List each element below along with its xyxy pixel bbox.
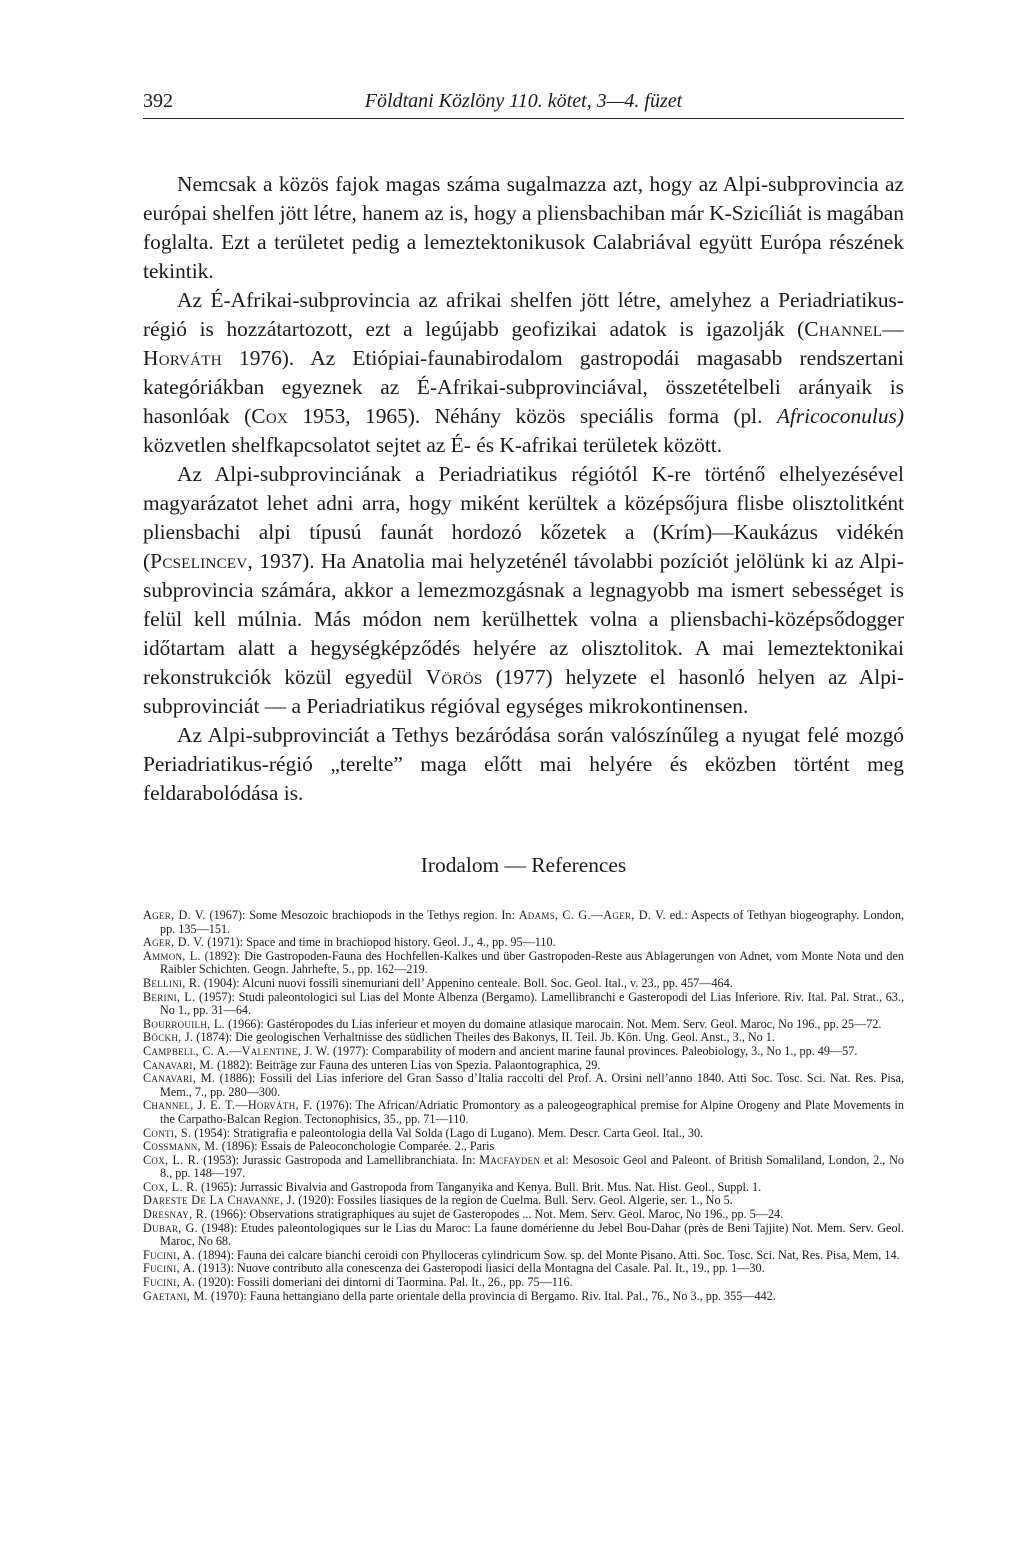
text-span: közvetlen shelfkapcsolatot sejtet az É- és K-afrikai területek között. (143, 433, 723, 457)
reference-entry (143, 1031, 904, 1045)
reference-entry (143, 1072, 904, 1099)
text-span: , 1937). Ha Anatolia mai helyzeténél távolabbi pozíciót jelölünk ki az Alpi-subprovincia számára, akkor a lemezmozgásnak a legnagyobb ma ismert sebességet is felül kell múlnia. Más módon nem kerülhettek volna a pliensbachi-középsődogger időtartam alatt a hegységképződés helyére az olisztolitok. A mai lemeztektonikai rekonstrukciók közül egyedül (143, 549, 904, 689)
reference-author: Dubar, G. (143, 1220, 198, 1235)
reference-author: Fucini, A. (143, 1275, 196, 1290)
text-span: 1976). Az Etiópiai-faunabirodalom gastropodái magasabb rendszertani kategóriákban egyeznek az É-Afrikai-subprovinciával, összetételbeli arányaik is hasonlóak ( (143, 346, 904, 428)
reference-entry (143, 1059, 904, 1073)
reference-text: (1892): Die Gastropoden-Fauna des Hochfellen-Kalkes und über Gastropoden-Reste aus Ablagerungen von Adnet, vom Monte Nota und den Raibler Schichten. Geogn. Jahrhefte, 5., pp. 162—219. (160, 948, 905, 977)
document-page (143, 88, 904, 1303)
reference-text: (1965): Jurrassic Bivalvia and Gastropoda from Tanganyika and Kenya. Bull. Brit. Mus. Nat. Hist. Geol., Suppl. 1. (197, 1179, 762, 1194)
reference-entry (143, 1249, 904, 1263)
reference-entry (143, 1018, 904, 1032)
citation: Pcselincev (150, 549, 248, 573)
reference-entry (143, 1222, 904, 1249)
reference-entry (143, 1208, 904, 1222)
reference-text: et al: Mesosoic Geol and Paleont. of British Somaliland, London, 2., No 8., pp. 148—197. (160, 1152, 905, 1181)
paragraph (143, 286, 904, 460)
text-span: 1953, 1965). Néhány közös speciális forma (pl. (288, 404, 777, 428)
body-text (143, 170, 904, 808)
reference-editors: Adams, C. G.—Ager, D. V. (518, 908, 666, 922)
reference-text: (1976): The African/Adriatic Promontory as a paleogeographical premise for Alpine Orogeny and Plate Movements in the Carpatho-Balcan Region. Tectonophisics, 35., pp. 71—110. (160, 1098, 904, 1126)
reference-text: (1920): Fossiles liasiques de la region de Cuelma. Bull. Serv. Geol. Algerie, ser. 1., No 5. (295, 1193, 733, 1208)
citation: Channel—Horváth (143, 317, 904, 370)
reference-entry (143, 1262, 904, 1276)
reference-entry (143, 1181, 904, 1195)
reference-entry (143, 1140, 904, 1154)
paragraph (143, 460, 904, 721)
reference-text: (1966): Gastéropodes du Lias inferieur et moyen du domaine atlasique marocain. Not. Mem. Serv. Geol. Maroc, No 196., pp. 25—72. (224, 1016, 882, 1031)
reference-author: Fucini, A. (143, 1247, 196, 1262)
reference-text: (1874): Die geologischen Verhaltnisse des südlichen Theiles des Bakonys, II. Teil. Jb. Kön. Ung. Geol. Anst., 3., No 1. (193, 1030, 775, 1045)
text-span: (1977) helyzete el hasonló helyen az Alpi-subprovinciát — a Periadriatikus régióval egységes mikrokontinensen. (143, 665, 905, 718)
paragraph: Az Alpi-subprovinciát a Tethys bezáródása során valószínűleg a nyugat felé mozgó Periadriatikus-régió „terelte” maga előtt mai helyére és eközben történt meg feldarabolódása is. (143, 723, 904, 805)
paragraph: Nemcsak a közös fajok magas száma sugalmazza azt, hogy az Alpi-subprovincia az európai shelfen jött létre, hanem az is, hogy a pliensbachiban már K-Szicíliát is magában foglalta. Ezt a területet pedig a lemeztektonikusok Calabriával együtt Európa részének tekintik. (143, 172, 904, 283)
reference-author: Berini, L. (143, 989, 196, 1004)
reference-author: Ammon, L. (143, 948, 201, 963)
reference-text: (1896): Essais de Paleoconchologie Comparée. 2., Paris (218, 1139, 495, 1154)
reference-entry (143, 1276, 904, 1290)
reference-text: (1971): Space and time in brachiopod history. Geol. J., 4., pp. 95—110. (204, 935, 556, 950)
reference-author: Conti, S. (143, 1125, 192, 1140)
reference-text: (1913): Nuove contributo alla conescenza dei Gasteropodi liasici della Montagna del Casale. Pal. It., 19., pp. 1—30. (195, 1261, 765, 1276)
reference-author: Channel, J. E. T.—Horváth, F. (143, 1098, 313, 1113)
reference-author: Bellini, R. (143, 975, 201, 990)
reference-author: Gaetani, M. (143, 1288, 208, 1303)
reference-text: (1920): Fossili domeriani dei dintorni di Taormina. Pal. It., 26., pp. 75—116. (195, 1275, 573, 1290)
reference-entry (143, 909, 904, 936)
reference-author: Dareste De La Chavanne, J. (143, 1193, 296, 1208)
running-head: Földtani Közlöny 110. kötet, 3—4. füzet (364, 90, 683, 112)
reference-author: Canavari, M. (143, 1071, 216, 1086)
reference-text: (1966): Observations stratigraphiques au sujet de Gasteropodes ... Not. Mem. Serv. Geol. Maroc, No 196., pp. 5—24. (207, 1207, 784, 1222)
reference-text: (1967): Some Mesozoic brachiopods in the Tethys region. In: (205, 908, 519, 922)
reference-author: Cox, L. R. (143, 1179, 198, 1194)
reference-author: Ager, D. V. (143, 908, 206, 922)
reference-text: (1948): Etudes paleontologiques sur le Lias du Maroc: La faune domérienne du Jebel Bou-Dahar (près de Beni Tajjite) Not. Mem. Serv. Geol. Maroc, No 68. (160, 1220, 904, 1249)
reference-text: (1904): Alcuni nuovi fossili sinemuriani dell’ Appenino centeale. Boll. Soc. Geol. Ital., v. 23., pp. 457—464. (200, 975, 733, 990)
reference-author: Ager, D. V. (143, 935, 205, 950)
reference-entry (143, 1045, 904, 1059)
citation: Cox (251, 404, 289, 428)
text-span: Az Alpi-subprovinciának a Periadriatikus régiótól K-re történő elhelyezésével magyarázatot lehet adni arra, hogy miként kerültek a középsőjura flisbe olisztolitként pliensbachi alpi típusú faunát hordozó kőzetek a (Krím)—Kaukázus vidékén ( (143, 462, 904, 573)
page-number: 392 (143, 90, 173, 112)
reference-author: Cox, L. R. (143, 1152, 200, 1167)
taxon-name: Africoconulus) (776, 404, 904, 428)
reference-entry (143, 1194, 904, 1208)
reference-entry (143, 1127, 904, 1141)
reference-editors: Macfayden (479, 1152, 541, 1167)
reference-entry (143, 950, 904, 977)
reference-entry (143, 1099, 904, 1126)
reference-entry (143, 1290, 904, 1304)
reference-list (143, 909, 904, 1303)
citation: Vörös (425, 665, 483, 689)
reference-text: (1894): Fauna dei calcare bianchi ceroidi con Phylloceras cylindricum Sow. sp. del Monte Pisano. Atti. Soc. Tosc. Sci. Nat, Res. Pisa, Mem, 14. (195, 1247, 900, 1262)
reference-text: (1954): Stratigrafia e paleontologia della Val Solda (Lago di Lugano). Mem. Descr. Carta Geol. Ital., 30. (191, 1125, 704, 1140)
reference-author: Canavari, M. (143, 1057, 214, 1072)
reference-text: (1977): Comparability of modern and ancient marine faunal provinces. Paleobiology, 3., No 1., pp. 49—57. (329, 1043, 858, 1058)
reference-author: Bourrouilh, L. (143, 1016, 225, 1031)
text-span: Az É-Afrikai-subprovincia az afrikai shelfen jött létre, amelyhez a Periadriatikus-régió is hozzátartozott, ezt a legújabb geofizikai adatok is igazolják ( (143, 288, 904, 341)
reference-author: Cossmann, M. (143, 1139, 219, 1154)
reference-author: Campbell, C. A.—Valentine, J. W. (143, 1043, 330, 1058)
reference-text: (1957): Studi paleontologici sul Lias del Monte Albenza (Bergamo). Lamellibranchi e Gasteropodi del Lias Inferiore. Riv. Ital. Pal. Strat., 63., No 1., pp. 31—64. (160, 989, 904, 1018)
reference-entry (143, 1154, 904, 1181)
reference-entry (143, 991, 904, 1018)
references-heading: Irodalom — References (420, 853, 627, 877)
reference-text: (1970): Fauna hettangiano della parte orientale della provincia di Bergamo. Riv. Ital. Pal., 76., No 3., pp. 355—442. (207, 1288, 776, 1303)
reference-author: Dresnay, R. (143, 1207, 208, 1222)
reference-text: (1886): Fossili del Lias inferiore del Gran Sasso d’Italia raccolti del Prof. A. Orsini nell’anno 1840. Atti Soc. Tosc. Sci. Nat. Res. Pisa, Mem., 7., pp. 280—300. (160, 1071, 905, 1099)
reference-entry (143, 977, 904, 991)
reference-author: Böckh, J. (143, 1030, 194, 1045)
reference-text: ed.: Aspects of Tethyan biogeography. London, pp. 135—151. (160, 908, 904, 936)
page-header (143, 88, 904, 119)
reference-author: Fucini, A. (143, 1261, 196, 1276)
reference-entry (143, 936, 904, 950)
reference-text: (1882): Beiträge zur Fauna des unteren Lias von Spezia. Palaontographica, 29. (213, 1057, 601, 1072)
reference-text: (1953): Jurassic Gastropoda and Lamellibranchiata. In: (199, 1152, 480, 1167)
